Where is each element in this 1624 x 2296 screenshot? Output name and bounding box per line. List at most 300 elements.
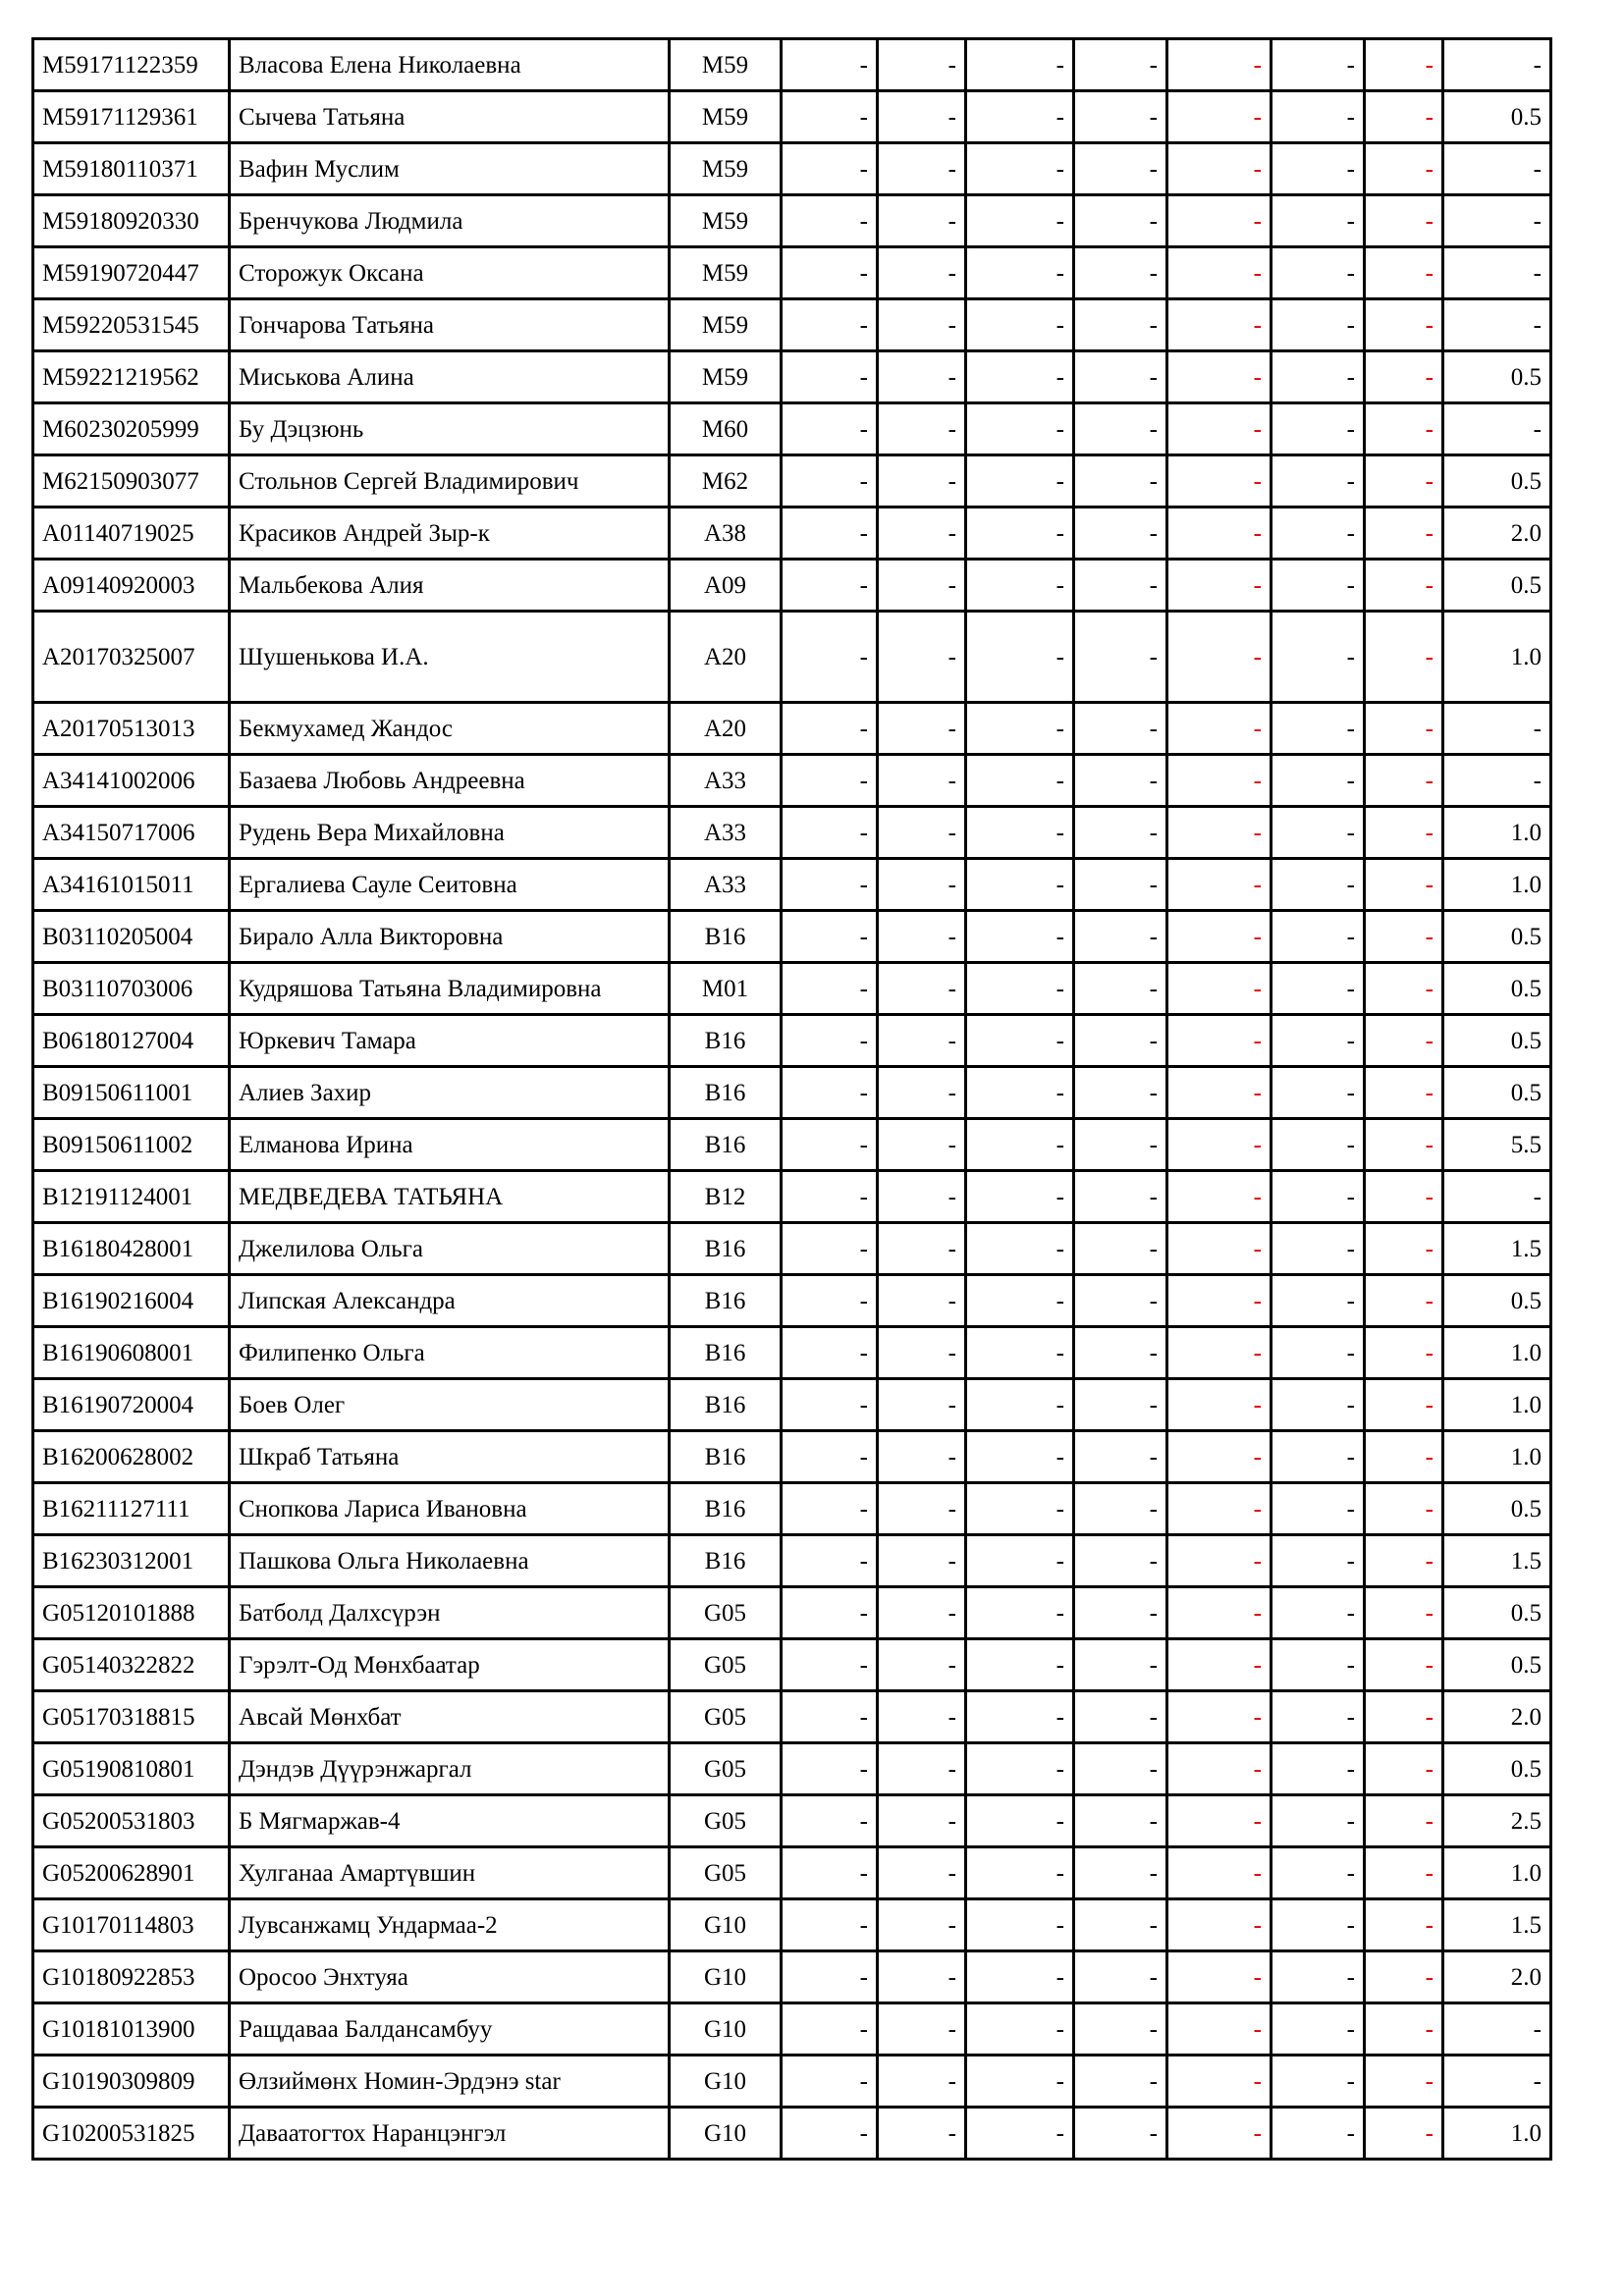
value-cell-7: -	[1365, 1223, 1443, 1275]
value-cell-7: -	[1365, 859, 1443, 911]
value-cell-7: -	[1365, 1951, 1443, 2003]
value-cell-8: 0.5	[1443, 911, 1551, 963]
value-cell-8: -	[1443, 755, 1551, 807]
participant-id-cell: G10180922853	[33, 1951, 230, 2003]
value-cell-2: -	[878, 1743, 966, 1795]
value-cell-7: -	[1365, 560, 1443, 612]
value-cell-1: -	[782, 755, 878, 807]
value-cell-7: -	[1365, 1067, 1443, 1119]
participant-id-cell: B03110703006	[33, 963, 230, 1015]
participant-name-cell: Өлзиймөнх Номин-Эрдэнэ star	[230, 2056, 670, 2108]
value-cell-8: 1.0	[1443, 612, 1551, 703]
value-cell-5: -	[1167, 612, 1272, 703]
value-cell-7: -	[1365, 1119, 1443, 1171]
value-cell-5: -	[1167, 1171, 1272, 1223]
value-cell-2: -	[878, 247, 966, 299]
value-cell-8: 0.5	[1443, 1743, 1551, 1795]
value-cell-5: -	[1167, 1691, 1272, 1743]
value-cell-5: -	[1167, 1795, 1272, 1847]
value-cell-4: -	[1074, 612, 1167, 703]
table-row	[33, 2056, 1551, 2108]
value-cell-8: 2.5	[1443, 1795, 1551, 1847]
value-cell-5: -	[1167, 1275, 1272, 1327]
participant-name-cell: Гэрэлт-Од Мөнхбаатар	[230, 1639, 670, 1691]
value-cell-6: -	[1272, 1119, 1365, 1171]
value-cell-1: -	[782, 1899, 878, 1951]
value-cell-4: -	[1074, 755, 1167, 807]
value-cell-2: -	[878, 1223, 966, 1275]
value-cell-5: -	[1167, 403, 1272, 455]
value-cell-7: -	[1365, 1327, 1443, 1379]
participant-name-cell: Власова Елена Николаевна	[230, 39, 670, 91]
participant-id-cell: B16190608001	[33, 1327, 230, 1379]
participant-id-cell: A34150717006	[33, 807, 230, 859]
group-code-cell: G05	[670, 1743, 782, 1795]
value-cell-3: -	[966, 911, 1074, 963]
participant-id-cell: G10170114803	[33, 1899, 230, 1951]
group-code-cell: M59	[670, 351, 782, 403]
table-row	[33, 1847, 1551, 1899]
value-cell-7: -	[1365, 1795, 1443, 1847]
value-cell-4: -	[1074, 1795, 1167, 1847]
value-cell-3: -	[966, 299, 1074, 351]
value-cell-2: -	[878, 91, 966, 143]
participant-id-cell: B16200628002	[33, 1431, 230, 1483]
value-cell-7: -	[1365, 1171, 1443, 1223]
value-cell-7: -	[1365, 1587, 1443, 1639]
value-cell-1: -	[782, 1535, 878, 1587]
value-cell-1: -	[782, 91, 878, 143]
value-cell-8: -	[1443, 2003, 1551, 2056]
value-cell-4: -	[1074, 1223, 1167, 1275]
table-row	[33, 612, 1551, 703]
participant-id-cell: M59190720447	[33, 247, 230, 299]
value-cell-7: -	[1365, 1535, 1443, 1587]
value-cell-3: -	[966, 1639, 1074, 1691]
value-cell-8: 1.0	[1443, 2108, 1551, 2160]
group-code-cell: G10	[670, 2056, 782, 2108]
value-cell-3: -	[966, 2056, 1074, 2108]
group-code-cell: M60	[670, 403, 782, 455]
group-code-cell: A20	[670, 612, 782, 703]
group-code-cell: A33	[670, 755, 782, 807]
value-cell-3: -	[966, 247, 1074, 299]
value-cell-5: -	[1167, 2003, 1272, 2056]
value-cell-4: -	[1074, 1379, 1167, 1431]
value-cell-1: -	[782, 2003, 878, 2056]
value-cell-8: 2.0	[1443, 1691, 1551, 1743]
value-cell-6: -	[1272, 91, 1365, 143]
value-cell-8: 1.5	[1443, 1899, 1551, 1951]
table-row	[33, 1431, 1551, 1483]
table-body	[33, 39, 1551, 2160]
value-cell-5: -	[1167, 299, 1272, 351]
value-cell-7: -	[1365, 1015, 1443, 1067]
value-cell-5: -	[1167, 1535, 1272, 1587]
value-cell-8: 0.5	[1443, 560, 1551, 612]
value-cell-5: -	[1167, 91, 1272, 143]
value-cell-8: 1.0	[1443, 807, 1551, 859]
value-cell-8: 1.0	[1443, 859, 1551, 911]
value-cell-8: -	[1443, 403, 1551, 455]
table-row	[33, 351, 1551, 403]
value-cell-4: -	[1074, 1119, 1167, 1171]
group-code-cell: A33	[670, 807, 782, 859]
value-cell-8: -	[1443, 143, 1551, 195]
value-cell-7: -	[1365, 247, 1443, 299]
participant-id-cell: G05190810801	[33, 1743, 230, 1795]
participant-name-cell: Бирало Алла Викторовна	[230, 911, 670, 963]
value-cell-5: -	[1167, 2056, 1272, 2108]
value-cell-3: -	[966, 1431, 1074, 1483]
value-cell-8: 0.5	[1443, 91, 1551, 143]
participant-name-cell: Джелилова Ольга	[230, 1223, 670, 1275]
participant-name-cell: Стольнов Сергей Владимирович	[230, 455, 670, 507]
value-cell-3: -	[966, 2108, 1074, 2160]
value-cell-6: -	[1272, 1015, 1365, 1067]
value-cell-3: -	[966, 1691, 1074, 1743]
value-cell-5: -	[1167, 39, 1272, 91]
value-cell-1: -	[782, 1795, 878, 1847]
value-cell-1: -	[782, 1067, 878, 1119]
value-cell-5: -	[1167, 2108, 1272, 2160]
value-cell-1: -	[782, 1015, 878, 1067]
value-cell-4: -	[1074, 1015, 1167, 1067]
value-cell-2: -	[878, 195, 966, 247]
value-cell-6: -	[1272, 560, 1365, 612]
value-cell-5: -	[1167, 1847, 1272, 1899]
value-cell-2: -	[878, 351, 966, 403]
participant-name-cell: Базаева Любовь Андреевна	[230, 755, 670, 807]
participant-name-cell: Авсай Мөнхбат	[230, 1691, 670, 1743]
participant-id-cell: G05120101888	[33, 1587, 230, 1639]
value-cell-7: -	[1365, 143, 1443, 195]
table-row	[33, 1951, 1551, 2003]
group-code-cell: M62	[670, 455, 782, 507]
value-cell-3: -	[966, 1951, 1074, 2003]
value-cell-1: -	[782, 560, 878, 612]
participant-name-cell: Боев Олег	[230, 1379, 670, 1431]
value-cell-7: -	[1365, 1275, 1443, 1327]
value-cell-4: -	[1074, 1535, 1167, 1587]
value-cell-1: -	[782, 1223, 878, 1275]
participant-id-cell: A34141002006	[33, 755, 230, 807]
participant-name-cell: Елманова Ирина	[230, 1119, 670, 1171]
participant-id-cell: G05200628901	[33, 1847, 230, 1899]
table-row	[33, 1795, 1551, 1847]
value-cell-1: -	[782, 1587, 878, 1639]
group-code-cell: G10	[670, 1899, 782, 1951]
value-cell-3: -	[966, 755, 1074, 807]
value-cell-4: -	[1074, 859, 1167, 911]
table-row	[33, 963, 1551, 1015]
participant-id-cell: A09140920003	[33, 560, 230, 612]
value-cell-6: -	[1272, 1951, 1365, 2003]
value-cell-8: 2.0	[1443, 1951, 1551, 2003]
group-code-cell: A33	[670, 859, 782, 911]
table-row	[33, 143, 1551, 195]
value-cell-2: -	[878, 911, 966, 963]
table-row	[33, 403, 1551, 455]
value-cell-8: 1.0	[1443, 1379, 1551, 1431]
participant-name-cell: Даваатогтох Наранцэнгэл	[230, 2108, 670, 2160]
value-cell-8: 0.5	[1443, 455, 1551, 507]
group-code-cell: B16	[670, 1483, 782, 1535]
value-cell-2: -	[878, 1795, 966, 1847]
value-cell-7: -	[1365, 507, 1443, 560]
value-cell-2: -	[878, 755, 966, 807]
value-cell-4: -	[1074, 1171, 1167, 1223]
value-cell-3: -	[966, 1119, 1074, 1171]
value-cell-3: -	[966, 1483, 1074, 1535]
value-cell-5: -	[1167, 1483, 1272, 1535]
value-cell-7: -	[1365, 91, 1443, 143]
participant-name-cell: Миськова Алина	[230, 351, 670, 403]
participant-id-cell: B16190720004	[33, 1379, 230, 1431]
value-cell-5: -	[1167, 807, 1272, 859]
value-cell-3: -	[966, 1327, 1074, 1379]
value-cell-6: -	[1272, 1535, 1365, 1587]
table-row	[33, 39, 1551, 91]
participant-name-cell: Юркевич Тамара	[230, 1015, 670, 1067]
table-row	[33, 1639, 1551, 1691]
value-cell-1: -	[782, 612, 878, 703]
value-cell-4: -	[1074, 1899, 1167, 1951]
value-cell-1: -	[782, 2108, 878, 2160]
table-row	[33, 911, 1551, 963]
participant-id-cell: A20170513013	[33, 703, 230, 755]
value-cell-2: -	[878, 1119, 966, 1171]
value-cell-5: -	[1167, 1067, 1272, 1119]
value-cell-6: -	[1272, 1847, 1365, 1899]
participant-name-cell: Дэндэв Дүүрэнжаргал	[230, 1743, 670, 1795]
value-cell-3: -	[966, 351, 1074, 403]
value-cell-2: -	[878, 1691, 966, 1743]
value-cell-6: -	[1272, 1587, 1365, 1639]
value-cell-2: -	[878, 1951, 966, 2003]
table-row	[33, 1275, 1551, 1327]
participant-name-cell: Б Мягмаржав-4	[230, 1795, 670, 1847]
value-cell-1: -	[782, 403, 878, 455]
value-cell-8: 0.5	[1443, 1275, 1551, 1327]
value-cell-5: -	[1167, 1587, 1272, 1639]
value-cell-2: -	[878, 143, 966, 195]
participant-name-cell: Сычева Татьяна	[230, 91, 670, 143]
participant-id-cell: A20170325007	[33, 612, 230, 703]
participant-name-cell: Пашкова Ольга Николаевна	[230, 1535, 670, 1587]
value-cell-2: -	[878, 612, 966, 703]
value-cell-3: -	[966, 507, 1074, 560]
participant-name-cell: Батболд Далхсүрэн	[230, 1587, 670, 1639]
value-cell-7: -	[1365, 455, 1443, 507]
value-cell-5: -	[1167, 247, 1272, 299]
table-row	[33, 1119, 1551, 1171]
value-cell-8: 0.5	[1443, 1639, 1551, 1691]
participant-name-cell: Шкраб Татьяна	[230, 1431, 670, 1483]
participant-name-cell: Красиков Андрей Зыр-к	[230, 507, 670, 560]
participant-id-cell: B09150611002	[33, 1119, 230, 1171]
table-row	[33, 195, 1551, 247]
group-code-cell: M59	[670, 91, 782, 143]
value-cell-1: -	[782, 1639, 878, 1691]
value-cell-8: -	[1443, 2056, 1551, 2108]
value-cell-1: -	[782, 1431, 878, 1483]
value-cell-6: -	[1272, 1691, 1365, 1743]
participant-id-cell: M59171129361	[33, 91, 230, 143]
value-cell-6: -	[1272, 2108, 1365, 2160]
value-cell-3: -	[966, 612, 1074, 703]
value-cell-4: -	[1074, 560, 1167, 612]
value-cell-8: 1.0	[1443, 1327, 1551, 1379]
participant-id-cell: B16230312001	[33, 1535, 230, 1587]
value-cell-7: -	[1365, 2056, 1443, 2108]
value-cell-5: -	[1167, 1119, 1272, 1171]
value-cell-2: -	[878, 1067, 966, 1119]
value-cell-2: -	[878, 560, 966, 612]
value-cell-8: 0.5	[1443, 351, 1551, 403]
value-cell-3: -	[966, 963, 1074, 1015]
table-row	[33, 1535, 1551, 1587]
value-cell-2: -	[878, 1431, 966, 1483]
table-row	[33, 807, 1551, 859]
value-cell-7: -	[1365, 1899, 1443, 1951]
participant-id-cell: G05200531803	[33, 1795, 230, 1847]
value-cell-1: -	[782, 39, 878, 91]
participant-name-cell: Бекмухамед Жандос	[230, 703, 670, 755]
group-code-cell: G10	[670, 2003, 782, 2056]
value-cell-2: -	[878, 2108, 966, 2160]
results-table	[31, 37, 1552, 2161]
value-cell-3: -	[966, 143, 1074, 195]
value-cell-6: -	[1272, 1171, 1365, 1223]
value-cell-1: -	[782, 859, 878, 911]
value-cell-6: -	[1272, 507, 1365, 560]
value-cell-2: -	[878, 1847, 966, 1899]
value-cell-1: -	[782, 455, 878, 507]
group-code-cell: B16	[670, 1119, 782, 1171]
value-cell-2: -	[878, 963, 966, 1015]
value-cell-6: -	[1272, 1223, 1365, 1275]
participant-name-cell: МЕДВЕДЕВА ТАТЬЯНА	[230, 1171, 670, 1223]
table-row	[33, 1223, 1551, 1275]
table-row	[33, 1015, 1551, 1067]
value-cell-5: -	[1167, 911, 1272, 963]
group-code-cell: M59	[670, 143, 782, 195]
value-cell-2: -	[878, 39, 966, 91]
value-cell-6: -	[1272, 1639, 1365, 1691]
value-cell-7: -	[1365, 299, 1443, 351]
group-code-cell: B16	[670, 1223, 782, 1275]
value-cell-7: -	[1365, 911, 1443, 963]
value-cell-7: -	[1365, 1483, 1443, 1535]
value-cell-3: -	[966, 560, 1074, 612]
participant-name-cell: Лувсанжамц Ундармаа-2	[230, 1899, 670, 1951]
value-cell-2: -	[878, 1275, 966, 1327]
value-cell-3: -	[966, 1743, 1074, 1795]
value-cell-5: -	[1167, 859, 1272, 911]
value-cell-3: -	[966, 1171, 1074, 1223]
value-cell-7: -	[1365, 612, 1443, 703]
value-cell-8: 2.0	[1443, 507, 1551, 560]
value-cell-2: -	[878, 807, 966, 859]
value-cell-1: -	[782, 2056, 878, 2108]
table-row	[33, 2108, 1551, 2160]
value-cell-8: 5.5	[1443, 1119, 1551, 1171]
value-cell-5: -	[1167, 1379, 1272, 1431]
participant-id-cell: M59220531545	[33, 299, 230, 351]
value-cell-4: -	[1074, 2003, 1167, 2056]
value-cell-4: -	[1074, 1275, 1167, 1327]
group-code-cell: G10	[670, 2108, 782, 2160]
value-cell-4: -	[1074, 1483, 1167, 1535]
group-code-cell: B16	[670, 1015, 782, 1067]
value-cell-1: -	[782, 1951, 878, 2003]
value-cell-7: -	[1365, 1691, 1443, 1743]
participant-id-cell: A01140719025	[33, 507, 230, 560]
value-cell-7: -	[1365, 703, 1443, 755]
value-cell-5: -	[1167, 1327, 1272, 1379]
value-cell-6: -	[1272, 2056, 1365, 2108]
participant-name-cell: Филипенко Ольга	[230, 1327, 670, 1379]
participant-id-cell: B03110205004	[33, 911, 230, 963]
participant-id-cell: B16190216004	[33, 1275, 230, 1327]
value-cell-1: -	[782, 1691, 878, 1743]
value-cell-2: -	[878, 1639, 966, 1691]
value-cell-5: -	[1167, 1743, 1272, 1795]
value-cell-8: -	[1443, 195, 1551, 247]
value-cell-6: -	[1272, 963, 1365, 1015]
value-cell-4: -	[1074, 1691, 1167, 1743]
participant-id-cell: B12191124001	[33, 1171, 230, 1223]
value-cell-5: -	[1167, 560, 1272, 612]
value-cell-8: -	[1443, 299, 1551, 351]
group-code-cell: M59	[670, 39, 782, 91]
value-cell-3: -	[966, 455, 1074, 507]
group-code-cell: G05	[670, 1587, 782, 1639]
value-cell-1: -	[782, 911, 878, 963]
participant-name-cell: Ращдаваа Балдансамбуу	[230, 2003, 670, 2056]
value-cell-7: -	[1365, 807, 1443, 859]
participant-name-cell: Мальбекова Алия	[230, 560, 670, 612]
value-cell-4: -	[1074, 1639, 1167, 1691]
value-cell-4: -	[1074, 703, 1167, 755]
participant-id-cell: G10190309809	[33, 2056, 230, 2108]
value-cell-8: 0.5	[1443, 1587, 1551, 1639]
value-cell-6: -	[1272, 195, 1365, 247]
value-cell-8: -	[1443, 703, 1551, 755]
value-cell-6: -	[1272, 755, 1365, 807]
value-cell-4: -	[1074, 195, 1167, 247]
value-cell-6: -	[1272, 612, 1365, 703]
group-code-cell: A09	[670, 560, 782, 612]
value-cell-3: -	[966, 1795, 1074, 1847]
value-cell-5: -	[1167, 703, 1272, 755]
value-cell-6: -	[1272, 1067, 1365, 1119]
participant-name-cell: Липская Александра	[230, 1275, 670, 1327]
value-cell-3: -	[966, 91, 1074, 143]
value-cell-6: -	[1272, 1275, 1365, 1327]
value-cell-4: -	[1074, 39, 1167, 91]
value-cell-2: -	[878, 1379, 966, 1431]
participant-id-cell: G05170318815	[33, 1691, 230, 1743]
value-cell-4: -	[1074, 1847, 1167, 1899]
value-cell-3: -	[966, 195, 1074, 247]
group-code-cell: B16	[670, 911, 782, 963]
table-row	[33, 703, 1551, 755]
value-cell-2: -	[878, 703, 966, 755]
table-row	[33, 507, 1551, 560]
participant-name-cell: Хулганаа Амартүвшин	[230, 1847, 670, 1899]
